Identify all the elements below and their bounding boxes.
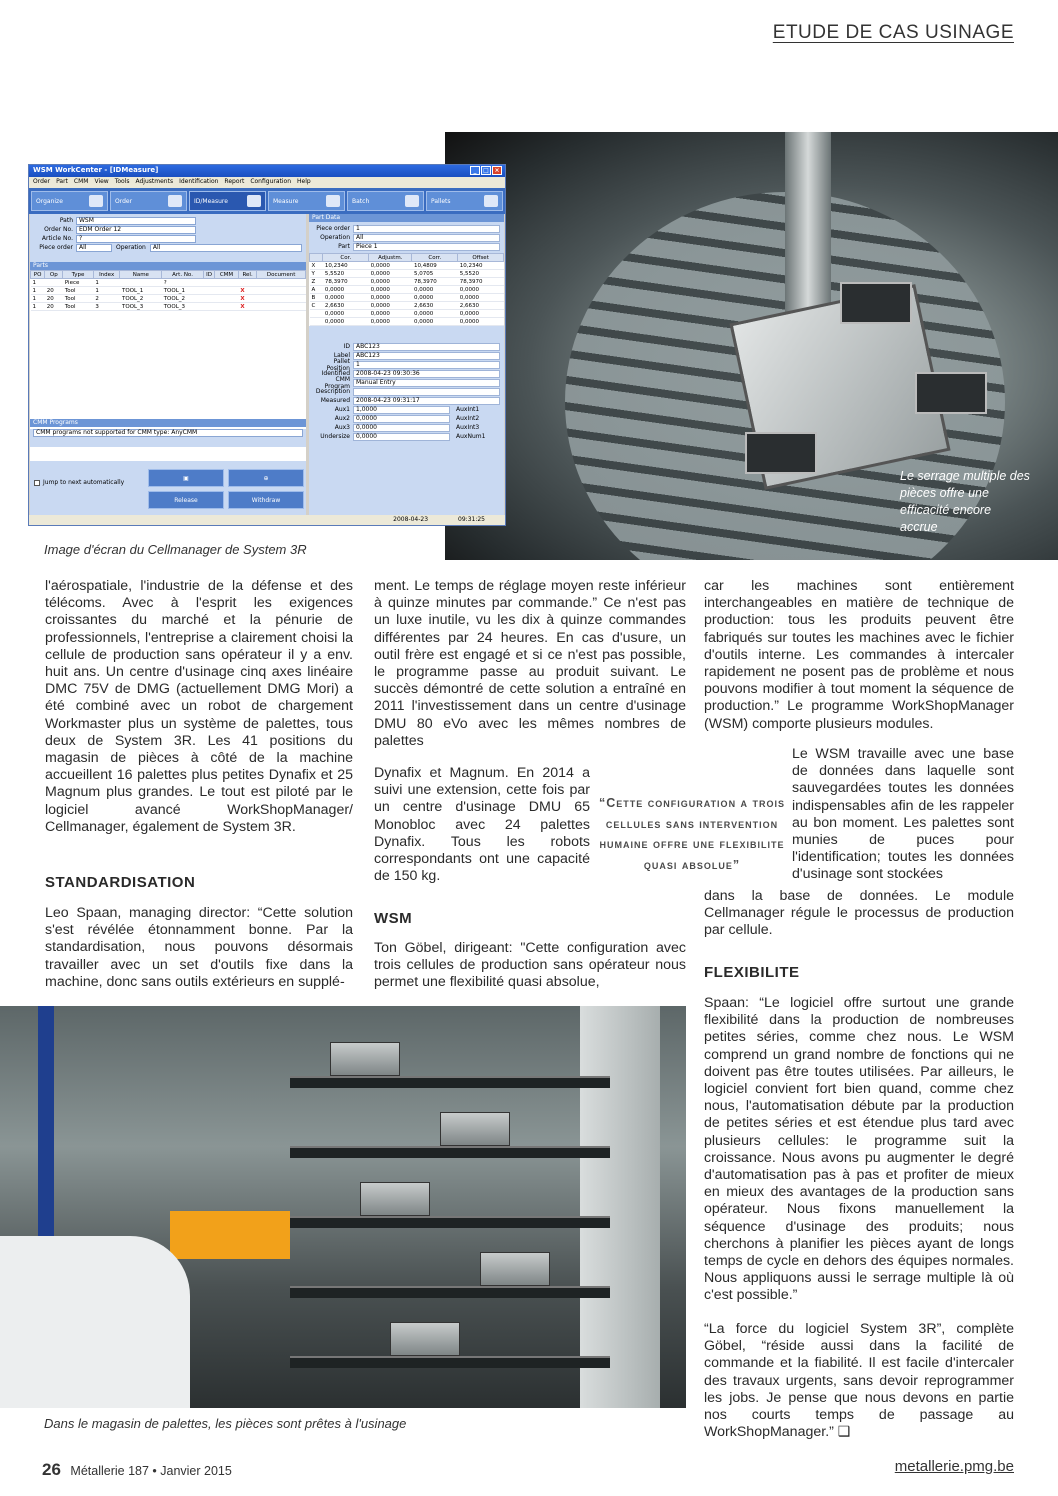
col-art-no[interactable]: Art. No. — [162, 271, 204, 279]
cell: 1 — [31, 303, 45, 311]
machine-door — [580, 1006, 660, 1408]
magazine-shelf — [290, 1356, 610, 1368]
col-document[interactable]: Document — [257, 271, 306, 279]
pallet-position-field[interactable]: 1 — [353, 361, 500, 369]
col3-paragraph-3 — [704, 1321, 1014, 1441]
footer-site-link[interactable]: metallerie.pmg.be — [894, 1458, 1014, 1475]
col2-paragraph-2 — [374, 940, 686, 992]
cell: TOOL_2 — [120, 295, 162, 303]
cell — [215, 279, 239, 287]
id-label: ID — [343, 343, 350, 350]
paragraph: Leo Spaan, managing director: “Cette solution s'est révélée étonnamment bonne. Par la standardisation, nous pouvons désormais travailler avec un set d'outils fixe dans la machine, donc sans outils extérieurs en supplé- — [45, 905, 353, 990]
description-label: Description — [315, 388, 350, 395]
section-header: ETUDE DE CAS USINAGE — [772, 22, 1014, 43]
cell: 78,3970 — [323, 278, 369, 286]
status-time: 09:31:25 — [458, 516, 485, 523]
cell: 1 — [93, 287, 120, 295]
cell: 10,2340 — [323, 262, 369, 270]
cell: TOOL_1 — [120, 287, 162, 295]
action-panel — [30, 461, 306, 515]
cell: 5,5520 — [323, 270, 369, 278]
cell: TOOL_1 — [162, 287, 204, 295]
cell: 0,0000 — [369, 278, 412, 286]
measured-label: Measured — [320, 397, 350, 404]
menu-bar — [29, 177, 505, 188]
cell: Z — [310, 278, 323, 286]
pallets-icon — [484, 195, 498, 207]
undersize-label: Undersize — [320, 433, 350, 440]
cell: 1 — [31, 279, 45, 287]
col3-paragraph-1c — [704, 888, 1014, 940]
cell: 78,3970 — [412, 278, 458, 286]
cell: 2,6630 — [412, 302, 458, 310]
cell: B — [310, 294, 323, 302]
magazine-shelf — [290, 1216, 610, 1228]
cell — [257, 287, 306, 295]
cell: 0,0000 — [369, 294, 412, 302]
cell: TOOL_3 — [120, 303, 162, 311]
cell — [215, 303, 239, 311]
cell: 10,4809 — [412, 262, 458, 270]
machine-photo — [445, 132, 1058, 560]
jump-label: Jump to next automatically — [43, 479, 125, 486]
tool-label: Batch — [352, 197, 370, 205]
cell: 2,6630 — [458, 302, 504, 310]
paragraph: Dynafix et Magnum. En 2014 a suivi une extension, cette fois par un centre d'usinage DMU 65 Monobloc avec 24 palettes Dynafix. Tous les robots correspondants ont une capacité de 150 kg. — [374, 765, 590, 885]
aux2-field[interactable]: 0,0000 — [353, 415, 450, 423]
label-label: Label — [333, 352, 350, 359]
cell: 78,3970 — [458, 278, 504, 286]
cell: 0,0000 — [369, 286, 412, 294]
aux3-field[interactable]: 0,0000 — [353, 424, 450, 432]
cell: Piece — [63, 279, 93, 287]
col-index[interactable]: Index — [93, 271, 120, 279]
parts-table — [30, 270, 306, 311]
robot-gripper-arm — [170, 1211, 290, 1259]
cell — [257, 303, 306, 311]
table-row[interactable] — [310, 286, 504, 294]
cell — [257, 279, 306, 287]
col-adjustm: Adjustm. — [369, 254, 412, 262]
measured-field[interactable]: 2008-04-23 09:31:17 — [353, 397, 500, 405]
cell — [203, 287, 214, 295]
menu-report[interactable]: Report — [224, 178, 245, 185]
target-action-button[interactable] — [228, 469, 304, 487]
measure-action-icon: ▣ — [183, 474, 189, 482]
paragraph: l'aérospatiale, l'industrie de la défense et des télécoms. Avec à l'esprit les exigences croissantes du marché et la pénurie de professionnels, l'entreprise a clairement choisi la cellule de production sans opérateur il y a env. huit ans. Un centre d'usinage cinq axes linéaire DMC 75V de DMG (actuellement DMG Mori) a été combiné avec un robot de chargement Workmaster plus un système de palettes, tous deux de System 3R. Les 41 positions du magasin de pièces à côté de la machine accueillent 16 palettes plus petites Dynafix et 25 Magnum plus grandes. Le tout est piloté par le logiciel avancé WorkShopManager/ Cellmanager, également de System 3R. — [45, 578, 353, 835]
cell: 0,0000 — [323, 294, 369, 302]
cell — [257, 295, 306, 303]
cmm-program-select[interactable]: CMM programs not supported for CMM type: AnyCMM — [33, 429, 303, 437]
parts-band: Parts — [30, 262, 306, 270]
part-data-form — [309, 222, 504, 253]
page-number: 26 — [42, 1460, 61, 1479]
cmm-program-label: CMM Program — [324, 375, 350, 390]
col2-paragraph-1b — [374, 765, 590, 885]
cell: 1 — [31, 287, 45, 295]
menu-order[interactable]: Order — [33, 178, 51, 185]
paragraph: dans la base de données. Le module Cellmanager régule le processus de production par cellule. — [704, 888, 1014, 939]
cell: Tool — [63, 295, 93, 303]
table-row[interactable] — [31, 287, 306, 295]
order-no-label: Order No. — [44, 226, 73, 233]
piece-order-label: Piece order — [39, 244, 73, 251]
table-row[interactable] — [31, 279, 306, 287]
col1-paragraph-2 — [45, 905, 353, 991]
id-field[interactable]: ABC123 — [353, 343, 500, 351]
menu-tools[interactable]: Tools — [114, 178, 130, 185]
footer-left — [42, 1460, 232, 1480]
cell — [215, 287, 239, 295]
part-data-band: Part Data — [309, 214, 504, 222]
pallet-info-form — [309, 340, 504, 443]
jump-checkbox[interactable] — [34, 480, 40, 486]
col-cmm[interactable]: CMM — [215, 271, 239, 279]
col-op[interactable]: Op — [45, 271, 63, 279]
tool-label: Pallets — [431, 197, 451, 205]
part-field[interactable]: Piece 1 — [353, 243, 500, 251]
table-row[interactable] — [310, 270, 504, 278]
col-name[interactable]: Name — [120, 271, 162, 279]
window-titlebar — [29, 165, 505, 177]
status-bar — [29, 515, 505, 525]
order-no-field[interactable]: EDM Order 12 — [76, 226, 196, 234]
cell: Y — [310, 270, 323, 278]
cell: 20 — [45, 303, 63, 311]
cell: 0,0000 — [369, 262, 412, 270]
cell — [310, 310, 323, 318]
jump-checkbox-row[interactable] — [34, 479, 124, 486]
cell: TOOL_2 — [162, 295, 204, 303]
machine-caption: Le serrage multiple des pièces offre une efficacité encore accrue — [900, 469, 1030, 534]
col-po[interactable]: PO — [31, 271, 45, 279]
aux-int1-label: AuxInt1 — [456, 406, 480, 413]
tool-label: Order — [115, 197, 133, 205]
parts-empty-area — [30, 311, 306, 419]
operation-label: Operation — [320, 234, 350, 241]
cell: Tool — [63, 303, 93, 311]
cell: 2 — [93, 295, 120, 303]
cell: Tool — [63, 287, 93, 295]
part-label: Part — [338, 243, 350, 250]
label-field[interactable]: ABC123 — [353, 352, 500, 360]
menu-adjustments[interactable]: Adjustments — [135, 178, 174, 185]
publication-info: Métallerie 187 • Janvier 2015 — [70, 1464, 232, 1478]
cell: 0,0000 — [412, 318, 458, 326]
identified-label: Identified — [321, 370, 350, 377]
heading-wsm: WSM — [374, 910, 413, 927]
cell — [203, 295, 214, 303]
pallet — [440, 1112, 510, 1146]
aux3-label: Aux3 — [334, 424, 350, 431]
cell: 0,0000 — [369, 270, 412, 278]
cell: 0,0000 — [458, 286, 504, 294]
col-offset: Offset — [458, 254, 504, 262]
aux1-label: Aux1 — [334, 406, 350, 413]
col3-paragraph-2 — [704, 995, 1014, 1305]
cell: C — [310, 302, 323, 310]
axis-header-row — [310, 254, 504, 262]
cell: 3 — [93, 303, 120, 311]
cell — [215, 295, 239, 303]
tool-label: ID/Measure — [194, 197, 228, 205]
cell — [310, 318, 323, 326]
aux-int3-label: AuxInt3 — [456, 424, 480, 431]
col-id[interactable]: ID — [203, 271, 214, 279]
right-pane — [309, 214, 504, 515]
col-corr: Corr. — [412, 254, 458, 262]
cell: 0,0000 — [323, 310, 369, 318]
menu-help[interactable]: Help — [297, 178, 311, 185]
cell — [203, 303, 214, 311]
cell — [45, 279, 63, 287]
tool-id-measure[interactable] — [189, 191, 266, 211]
pull-quote: “Cette configuration a trois cellules sans intervention humaine offre une flexibilite quasi absolue” — [598, 796, 786, 872]
col-rel[interactable]: Rel. — [238, 271, 257, 279]
cell: TOOL_3 — [162, 303, 204, 311]
minimize-icon[interactable]: _ — [470, 166, 480, 175]
paragraph: Spaan: “Le logiciel offre surtout une grande flexibilité dans la production de nombreuses petites séries, comme chez nous. Le WSM comprend un grand nombre de fonctions qui ne doivent pas être toutes utilisées. Par ailleurs, le logiciel convient fort bien quand, comme chez nous, l'automatisation débute par la production de petites séries et est étendue plus tard avec plusieurs cellules: le programme suit la croissance. Nous avons pu augmenter le degré d'automatisation pas à pas et profiter de mieux en mieux des avantages de la production sans opérateur. Nous fixons manuellement la séquence d'usinage des produits; nous cherchons à planifier les pièces ayant de longs temps de cycle en dehors des équipes normales. Nous appliquons aussi le serrage multiple là où c'est possible.” — [704, 995, 1014, 1304]
pallet — [480, 1252, 550, 1286]
table-row[interactable] — [310, 310, 504, 318]
paragraph: “La force du logiciel System 3R”, complète Göbel, “réside aussi dans la facilité de commande et la fiabilité. Il est facile d'intercaler des travaux urgents, sans devoir reprogrammer les jobs. Je pense que nous devons en partie nos courts temps de passage au WorkShopManager.” ❑ — [704, 1321, 1014, 1441]
undersize-field[interactable]: 0,0000 — [353, 433, 450, 441]
article-no-label: Article No. — [41, 235, 73, 242]
cell: 5,0705 — [412, 270, 458, 278]
cell: 0,0000 — [412, 310, 458, 318]
cell: A — [310, 286, 323, 294]
col-axis — [310, 254, 323, 262]
magazine-shelf — [290, 1146, 610, 1158]
aux-num1-label: AuxNum1 — [456, 433, 486, 440]
piece-order-label: Piece order — [316, 225, 350, 232]
table-row[interactable] — [310, 294, 504, 302]
target-icon: ⊕ — [263, 474, 269, 482]
cell: 0,0000 — [458, 318, 504, 326]
table-row[interactable] — [310, 278, 504, 286]
cell: X — [310, 262, 323, 270]
software-screenshot — [28, 164, 506, 526]
cmm-program-field[interactable]: Manual Entry — [353, 379, 500, 387]
tool-order[interactable] — [110, 191, 187, 211]
table-row[interactable] — [310, 302, 504, 310]
col1-paragraph-1 — [45, 578, 353, 836]
pallet-position-label: Pallet Position — [326, 357, 350, 372]
paragraph: Le WSM travaille avec une base de données dans laquelle sont sauvegardées toutes les données indispensables afin de les rappeler au bon moment. Les palettes sont munies de puces pour l'identification; toutes les données d'usinage sont stockées — [792, 746, 1014, 883]
cmm-band: CMM Programs — [30, 419, 306, 427]
cmm-panel — [30, 429, 306, 447]
close-icon[interactable]: × — [492, 166, 502, 175]
organize-icon — [89, 195, 103, 207]
vise — [915, 372, 987, 414]
cell: 0,0000 — [369, 310, 412, 318]
tool-organize[interactable] — [31, 191, 108, 211]
paragraph: ment. Le temps de réglage moyen reste inférieur à quinze minutes par commande.” Ce n'est pas un luxe inutile, vu les dix à quinze commandes différentes par 24 heures. En cas d'usure, un outil frère est engagé et si ce n'est pas possible, le programme passe au produit suivant. Le succès démontré de cette solution a entraîné en 2011 l'investissement dans un centre d'usinage DMU 80 eVo avec les mêmes nombres de palettes — [374, 578, 686, 749]
col-type[interactable]: Type — [63, 271, 93, 279]
operation-select[interactable]: All — [353, 234, 500, 242]
piece-order-field[interactable]: 1 — [353, 225, 500, 233]
piece-order-select[interactable]: All — [76, 244, 112, 252]
measure-action-button[interactable] — [148, 469, 224, 487]
cell: 0,0000 — [323, 286, 369, 294]
menu-identification[interactable]: Identification — [179, 178, 219, 185]
magazine-shelf — [290, 1286, 610, 1298]
menu-view[interactable]: View — [94, 178, 109, 185]
aux1-field[interactable]: 1,0000 — [353, 406, 450, 414]
robot-housing — [0, 1236, 190, 1408]
aux2-label: Aux2 — [334, 415, 350, 422]
cell: 0,0000 — [412, 286, 458, 294]
table-row[interactable] — [31, 303, 306, 311]
parts-header-row — [31, 271, 306, 279]
paragraph: Ton Göbel, dirigeant: "Cette configuration avec trois cellules de production sans opérateur nous permet une flexibilité quasi absolue, — [374, 940, 686, 991]
heading-flexibilite: FLEXIBILITE — [704, 964, 800, 981]
menu-configuration[interactable]: Configuration — [250, 178, 292, 185]
withdraw-label: Withdraw — [251, 496, 281, 504]
tool-batch[interactable] — [347, 191, 424, 211]
magazine-shelf — [290, 1076, 610, 1088]
table-row[interactable] — [310, 318, 504, 326]
spindle — [785, 132, 831, 332]
magazine-caption: Dans le magasin de palettes, les pièces sont prêtes à l'usinage — [44, 1416, 407, 1431]
aux-int2-label: AuxInt2 — [456, 415, 480, 422]
pallet — [390, 1322, 460, 1356]
cell — [120, 279, 162, 287]
axis-table — [309, 253, 504, 326]
status-date: 2008-04-23 — [393, 516, 429, 523]
paragraph: car les machines sont entièrement interchangeables en matière de technique de production: tous les produits peuvent être fabriqués sur toutes les machines avec le fichier d'outils interne. Les commandes à intercaler rapidement ne posent pas de problème et nous pouvons modifier à tout moment la séquence de production.” Le programme WorkShopManager (WSM) comporte plusieurs modules. — [704, 578, 1014, 732]
pallet — [330, 1042, 400, 1076]
cell: 5,5520 — [458, 270, 504, 278]
operation-select[interactable]: All — [150, 244, 302, 252]
release-x-icon[interactable]: X — [238, 295, 257, 303]
screenshot-caption: Image d'écran du Cellmanager de System 3R — [44, 542, 307, 557]
col3-paragraph-1b — [792, 746, 1014, 884]
path-label: Path — [59, 217, 73, 224]
vise — [840, 282, 912, 324]
description-field[interactable] — [353, 388, 500, 396]
withdraw-button[interactable] — [228, 491, 304, 509]
order-form — [30, 214, 306, 262]
heading-standardisation: STANDARDISATION — [45, 874, 196, 891]
tool-label: Organize — [36, 197, 63, 205]
cell: ? — [162, 279, 204, 287]
col2-paragraph-1a — [374, 578, 686, 750]
vise — [745, 432, 817, 474]
article-no-field[interactable]: ? — [76, 235, 196, 243]
tool-label: Measure — [273, 197, 299, 205]
cell: 0,0000 — [323, 318, 369, 326]
cell: 1 — [93, 279, 120, 287]
window-title: WSM WorkCenter - [IDMeasure] — [33, 166, 159, 174]
menu-part[interactable]: Part — [56, 178, 68, 185]
operation-label: Operation — [116, 244, 146, 251]
tool-pallets[interactable] — [426, 191, 503, 211]
release-x-icon[interactable]: X — [238, 303, 257, 311]
cell: 10,2340 — [458, 262, 504, 270]
cell: 0,0000 — [369, 302, 412, 310]
path-field[interactable]: WSM — [76, 217, 196, 225]
col-cor: Cor. — [323, 254, 369, 262]
batch-icon — [405, 195, 419, 207]
cell: 1 — [31, 295, 45, 303]
menu-cmm[interactable]: CMM — [73, 178, 89, 185]
cell — [203, 279, 214, 287]
pallet — [360, 1182, 430, 1216]
measure-icon — [326, 195, 340, 207]
cell: 20 — [45, 295, 63, 303]
pallet-magazine-photo — [0, 1006, 686, 1408]
identified-field[interactable]: 2008-04-23 09:30:36 — [353, 370, 500, 378]
cell: 20 — [45, 287, 63, 295]
table-row[interactable] — [31, 295, 306, 303]
order-icon — [168, 195, 182, 207]
cell: 0,0000 — [458, 294, 504, 302]
release-x-icon[interactable]: X — [238, 287, 257, 295]
cell: 0,0000 — [412, 294, 458, 302]
cell: 0,0000 — [369, 318, 412, 326]
release-button[interactable] — [148, 491, 224, 509]
id-measure-icon — [247, 195, 261, 207]
cell — [238, 279, 257, 287]
toolbar — [29, 188, 505, 214]
release-label: Release — [174, 496, 198, 504]
cell: 0,0000 — [458, 310, 504, 318]
table-row[interactable] — [310, 262, 504, 270]
maximize-icon[interactable]: □ — [481, 166, 491, 175]
col3-paragraph-1a — [704, 578, 1014, 733]
cell: 2,6630 — [323, 302, 369, 310]
tool-measure[interactable] — [268, 191, 345, 211]
